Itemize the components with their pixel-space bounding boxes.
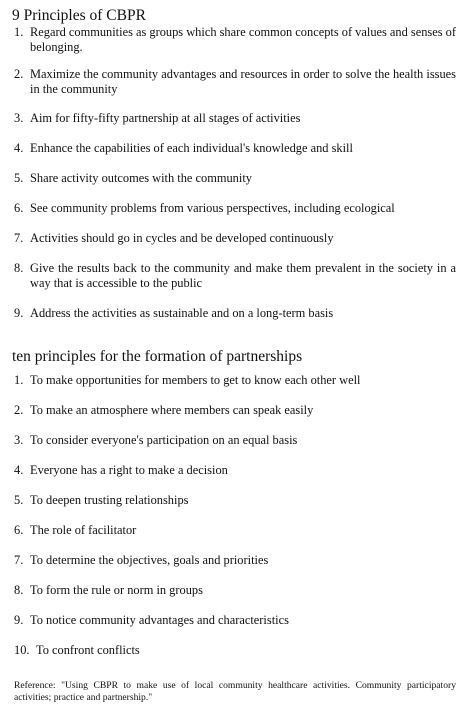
partnership-principle-item — [14, 433, 456, 448]
cbpr-principle-item — [14, 231, 456, 246]
item-number: 5. — [14, 493, 24, 507]
cbpr-principle-item — [14, 201, 456, 216]
item-number: 7. — [14, 553, 24, 567]
partnership-principle-item — [14, 403, 456, 418]
item-number: 8. — [14, 583, 24, 597]
cbpr-principle-item — [14, 261, 456, 291]
item-text: To make an atmosphere where members can speak easily — [30, 403, 314, 417]
item-text: Share activity outcomes with the community — [30, 171, 252, 185]
item-number: 1. — [14, 373, 24, 387]
partnership-section-title: ten principles for the formation of partnerships — [12, 348, 303, 365]
item-text: See community problems from various perspectives, including ecological — [30, 201, 395, 215]
item-number: 3. — [14, 111, 24, 125]
partnership-principle-item — [14, 523, 456, 538]
item-number: 7. — [14, 231, 24, 245]
cbpr-principle-item — [14, 111, 456, 126]
item-number: 8. — [14, 261, 24, 275]
item-text: Enhance the capabilities of each individual's knowledge and skill — [30, 141, 353, 155]
partnership-principle-item — [14, 373, 456, 388]
reference-note: Reference: "Using CBPR to make use of local community healthcare activities. Community participatory activities; practice and partnership." — [14, 680, 456, 703]
item-text: Give the results back to the community and make them prevalent in the society in a way that is accessible to the public — [30, 261, 456, 290]
cbpr-principle-item — [14, 306, 456, 321]
item-number: 9. — [14, 306, 24, 320]
item-text: To form the rule or norm in groups — [30, 583, 203, 597]
item-text: To determine the objectives, goals and priorities — [30, 553, 269, 567]
item-number: 9. — [14, 613, 24, 627]
item-text: To notice community advantages and characteristics — [30, 613, 289, 627]
cbpr-principle-item — [14, 171, 456, 186]
cbpr-principle-item — [14, 141, 456, 156]
partnership-principle-item — [14, 493, 456, 508]
item-number: 6. — [14, 201, 24, 215]
item-text: Everyone has a right to make a decision — [30, 463, 228, 477]
partnership-principle-item — [14, 463, 456, 478]
item-text: Regard communities as groups which share common concepts of values and senses of belonging. — [30, 25, 456, 54]
item-text: The role of facilitator — [30, 523, 137, 537]
item-number: 4. — [14, 141, 24, 155]
partnership-principle-item — [14, 613, 456, 628]
item-number: 3. — [14, 433, 24, 447]
partnership-principle-item — [14, 553, 456, 568]
item-number: 5. — [14, 171, 24, 185]
cbpr-principle-item — [14, 25, 456, 55]
item-text: Address the activities as sustainable and on a long-term basis — [30, 306, 334, 320]
item-text: Activities should go in cycles and be developed continuously — [30, 231, 334, 245]
item-text: To make opportunities for members to get to know each other well — [30, 373, 361, 387]
item-number: 6. — [14, 523, 24, 537]
partnership-principle-item — [14, 643, 456, 658]
item-text: Aim for fifty-fifty partnership at all stages of activities — [30, 111, 301, 125]
item-text: Maximize the community advantages and resources in order to solve the health issues in the community — [30, 67, 456, 96]
cbpr-principle-item — [14, 67, 456, 97]
item-number: 2. — [14, 67, 24, 81]
cbpr-section-title: 9 Principles of CBPR — [12, 7, 146, 24]
item-text: To confront conflicts — [36, 643, 140, 657]
item-number: 2. — [14, 403, 24, 417]
item-number: 10. — [14, 643, 30, 657]
item-text: To deepen trusting relationships — [30, 493, 189, 507]
partnership-principle-item — [14, 583, 456, 598]
item-number: 1. — [14, 25, 24, 39]
item-text: To consider everyone's participation on an equal basis — [30, 433, 298, 447]
item-number: 4. — [14, 463, 24, 477]
